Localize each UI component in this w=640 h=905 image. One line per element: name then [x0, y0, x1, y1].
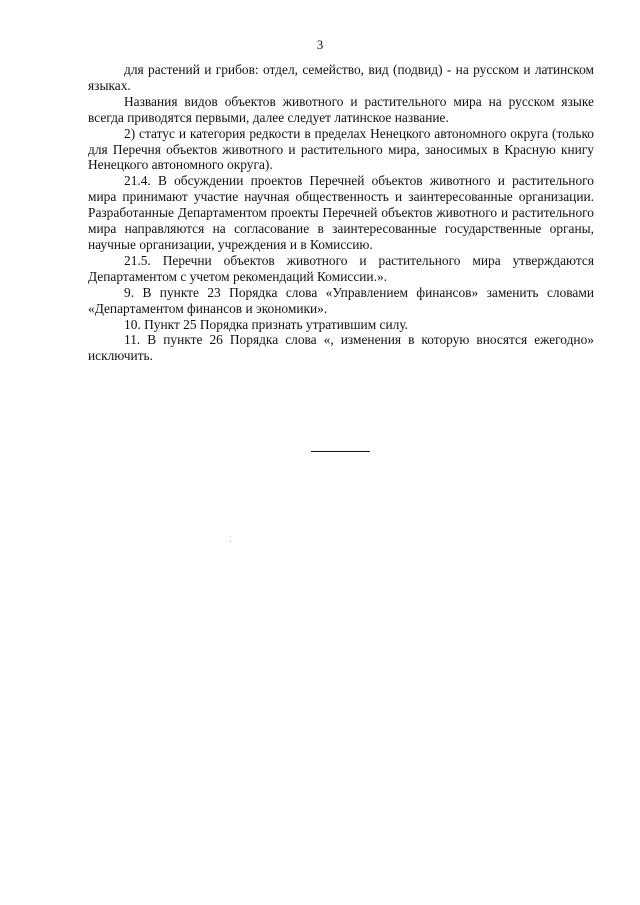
paragraph-item-9: 9. В пункте 23 Порядка слова «Управлением финансов» заменить словами «Департаментом финансов и экономики».: [88, 284, 594, 316]
paragraph-21-5: 21.5. Перечни объектов животного и растительного мира утверждаются Департаментом с учетом рекомендаций Комиссии.».: [88, 252, 594, 284]
paragraph-item-2-status: 2) статус и категория редкости в пределах Ненецкого автономного округа (только для Перечня объектов животного и растительного мира, заносимых в Красную книгу Ненецкого автономного округа).: [88, 125, 594, 173]
paragraph-names-order: Названия видов объектов животного и растительного мира на русском языке всегда приводятся первыми, далее следует латинское название.: [88, 93, 594, 125]
paragraph-continuation: для растений и грибов: отдел, семейство, вид (подвид) - на русском и латинском языках.: [88, 62, 594, 93]
paragraph-item-11: 11. В пункте 26 Порядка слова «, изменения в которую вносятся ежегодно» исключить.: [88, 332, 594, 364]
page-number: 3: [316, 37, 324, 52]
paragraph-21-4: 21.4. В обсуждении проектов Перечней объектов животного и растительного мира принимают участие научная общественность и заинтересованные организации. Разработанные Департаментом проекты Перечней объектов животного и растительного мира направляются на согласование в заинтересованные государственные органы, научные организации, учреждения и в Комиссию.: [88, 173, 594, 252]
closing-separator-line: [311, 451, 370, 452]
scan-speck: [230, 541, 231, 542]
document-body: [88, 62, 594, 364]
paragraph-item-10: 10. Пункт 25 Порядка признать утратившим силу.: [124, 316, 409, 332]
